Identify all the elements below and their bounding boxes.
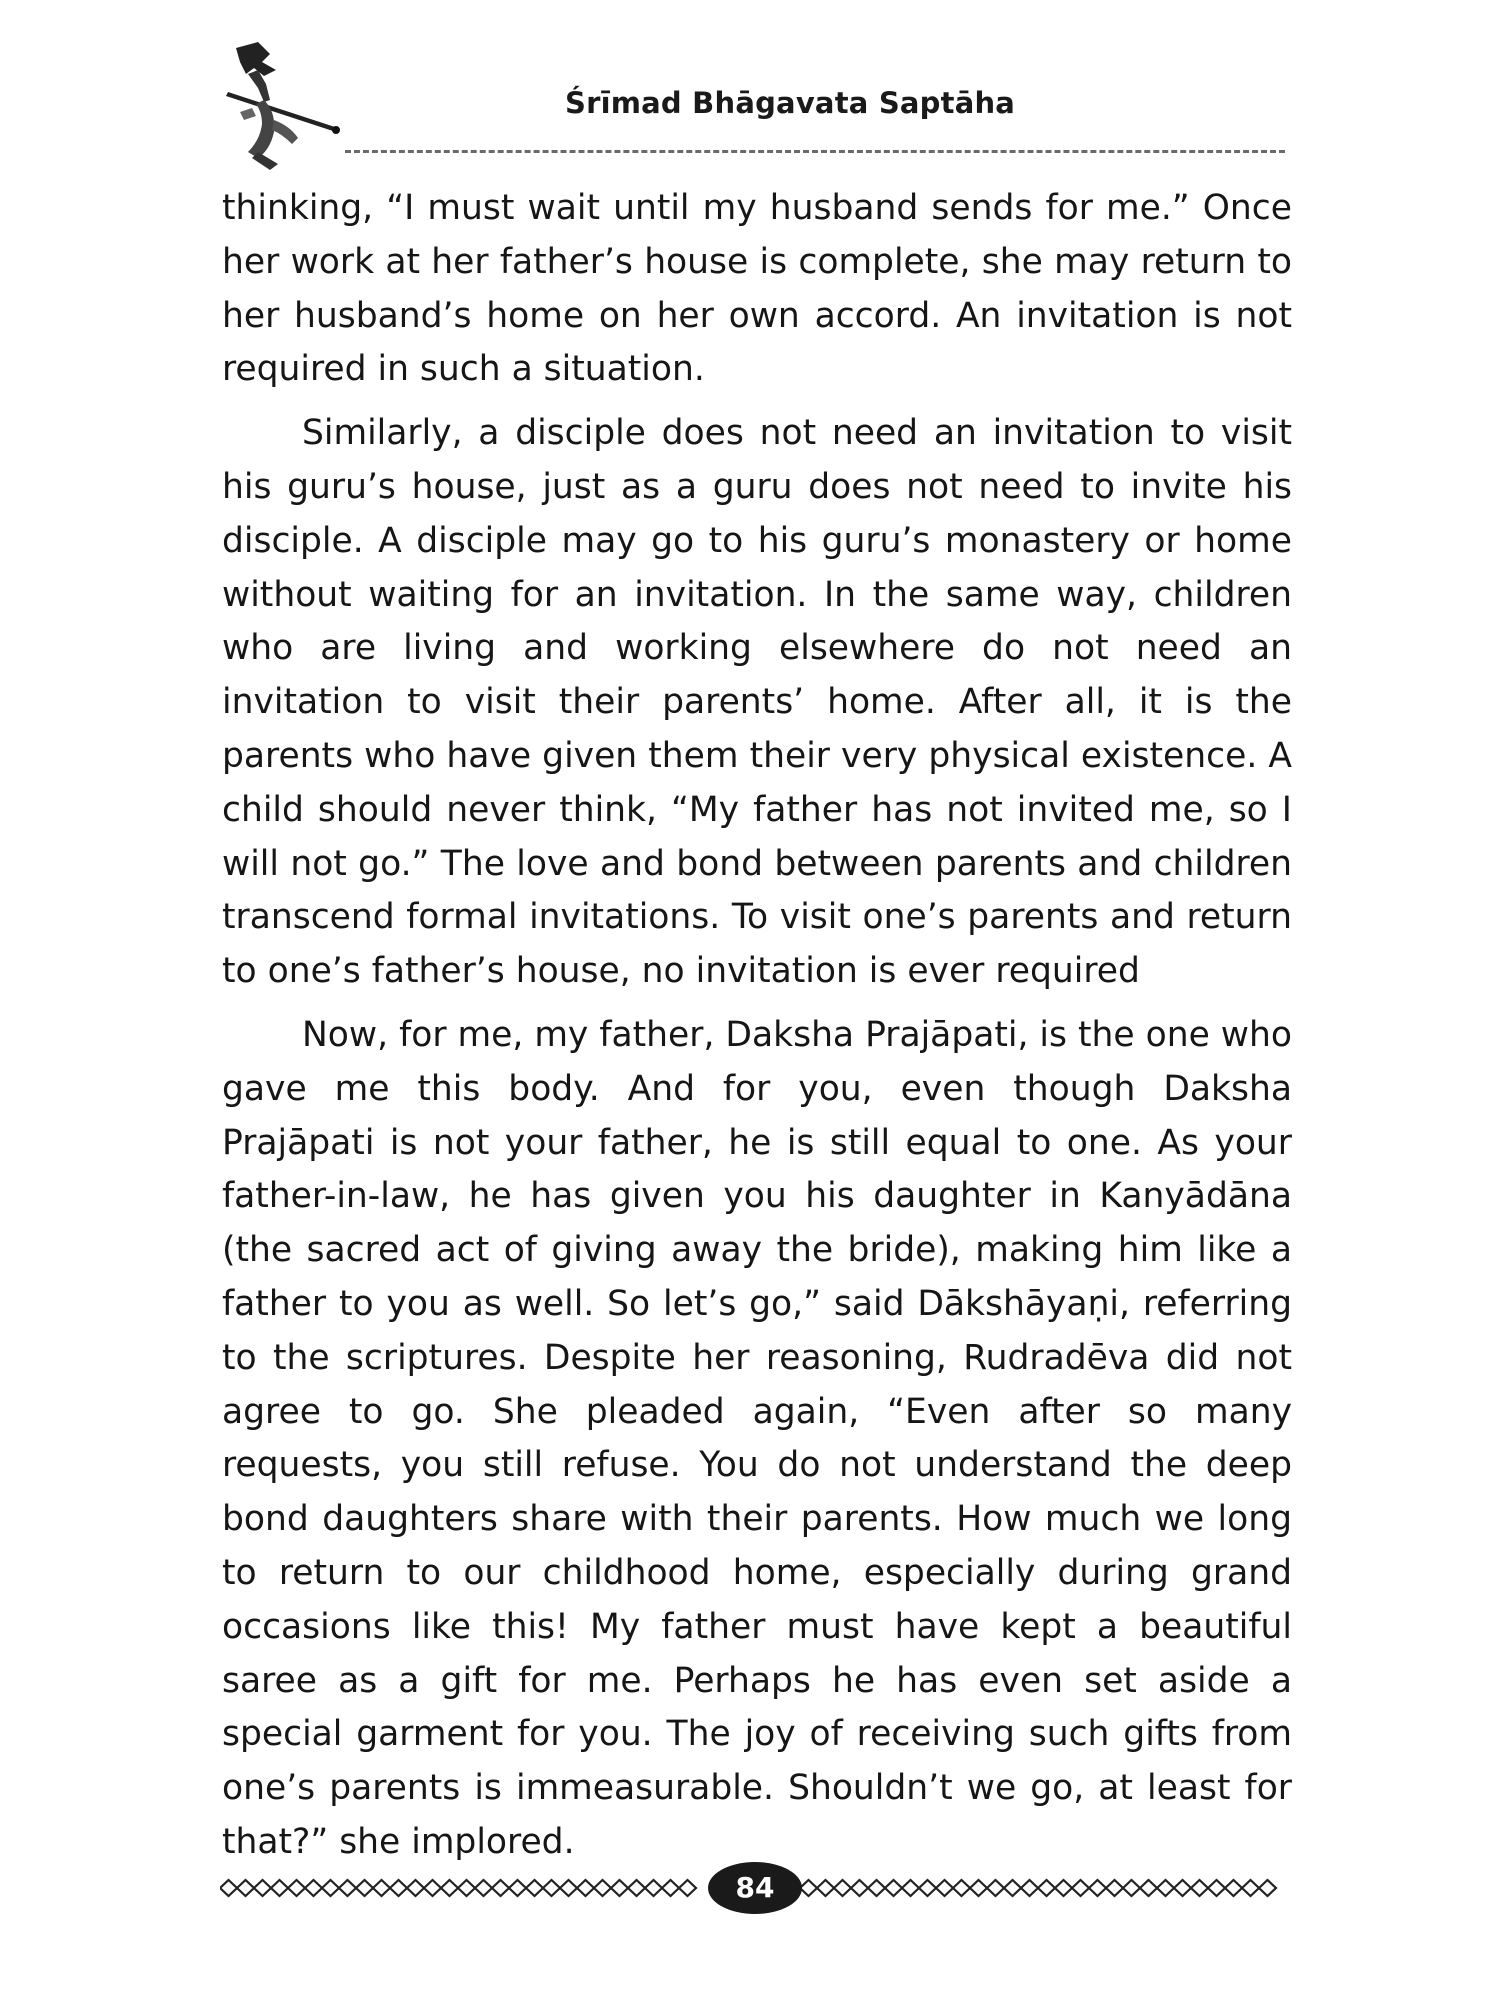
paragraph-1: thinking, “I must wait until my husband sends for me.” Once her work at her father’s house is complete, she may return to her husband’s home on her own accord. An invitation is not required in such a situation. xyxy=(222,188,1292,390)
book-title: Śrīmad Bhāgavata Saptāha xyxy=(565,86,1016,120)
paragraph-2: Similarly, a disciple does not need an invitation to visit his guru’s house, just as a guru does not need to invite his disciple. A disciple may go to his guru’s monastery or home without waiting for an invitation. In the same way, children who are living and working elsewhere do not need an invitation to visit their parents’ home. After all, it is the parents who have given them their very physical existence. A child should never think, “My father has not invited me, so I will not go.” The love and bond between parents and children transcend formal invitations. To visit one’s parents and return to one’s father’s house, no invitation is ever required xyxy=(222,413,1292,992)
page-number: 84 xyxy=(735,1871,775,1904)
paragraph-3: Now, for me, my father, Daksha Prajāpati, is the one who gave me this body. And for you, even though Daksha Prajāpati is not your father, he is still equal to one. As your father-in-law, he has given you his daughter in Kanyādāna (the sacred act of giving away the bride), making him like a father to you as well. So let’s go,” said Dākshāyaṇi, referring to the scriptures. Despite her reasoning, Rudradēva did not agree to go. She pleaded again, “Even after so many requests, you still refuse. You do not understand the deep bond daughters share with their parents. How much we long to return to our childhood home, especially during grand occasions like this! My father must have kept a beautiful saree as a gift for me. Perhaps he has even set aside a special garment for you. The joy of receiving such gifts from one’s parents is immeasurable. Shouldn’t we go, at least for that?” she implored. xyxy=(222,1014,1292,1862)
body-text xyxy=(222,182,1292,1880)
page-footer xyxy=(220,1858,1290,1918)
flute-krishna-icon xyxy=(218,40,358,175)
page-header xyxy=(0,0,1500,170)
header-dashed-rule xyxy=(345,150,1285,153)
